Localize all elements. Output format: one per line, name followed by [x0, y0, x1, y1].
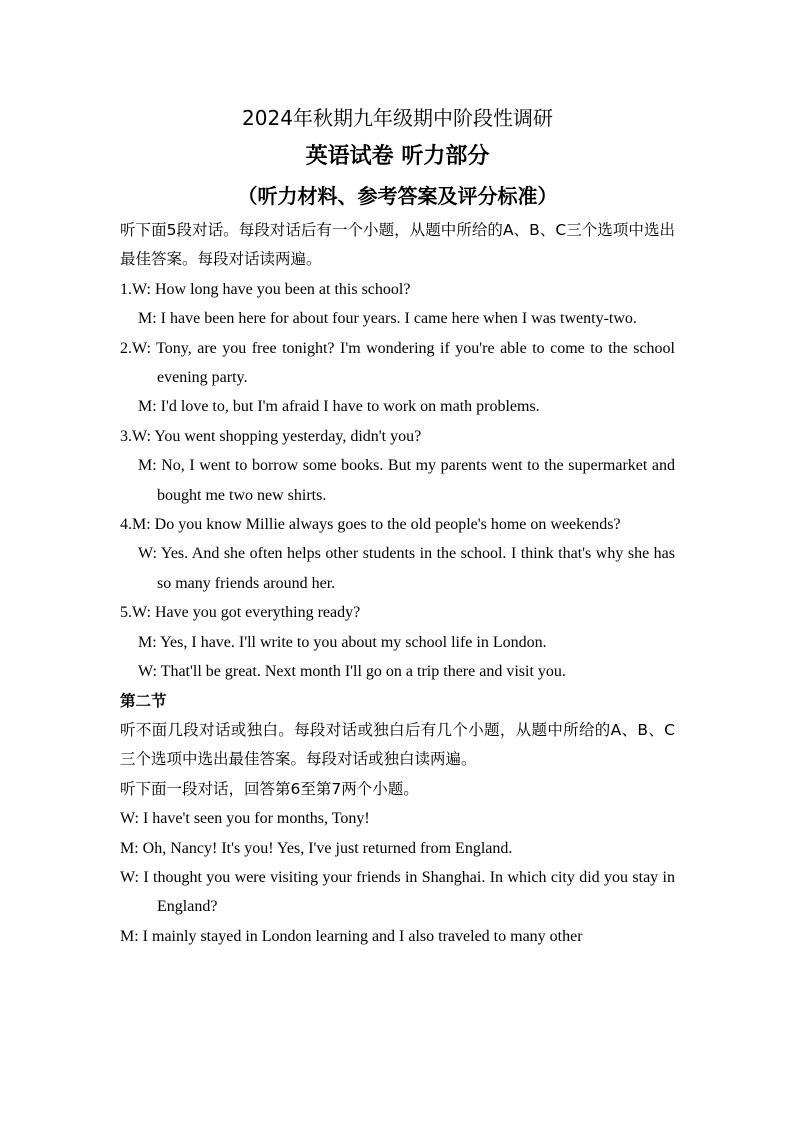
dialogue-line: 1.W: How long have you been at this school? [120, 280, 411, 298]
section2-instructions: 听不面几段对话或独白。每段对话或独白后有几个小题，从题中所给的A、B、C三个选项中选出最佳答案。每段对话或独白读两遍。 [120, 720, 675, 769]
document-content [120, 100, 675, 951]
dialogue-line: 4.M: Do you know Millie always goes to the old people's home on weekends? [120, 516, 621, 534]
dialogue-line: 3.W: You went shopping yesterday, didn't you? [120, 427, 422, 445]
dialogue-line: W: That'll be great. Next month I'll go on a trip there and visit you. [138, 663, 566, 681]
dialogue-3 [120, 422, 675, 510]
dialogue-1 [120, 275, 675, 334]
dialogue-line: 2.W: Tony, are you free tonight? I'm wondering if you're able to come to the school evening party. [120, 339, 675, 387]
dialogue-line: W: I thought you were visiting your friends in Shanghai. In which city did you stay in England? [120, 868, 675, 916]
exam-title: 2024年秋期九年级期中阶段性调研 [242, 106, 553, 130]
dialogue-2 [120, 334, 675, 422]
exam-subtitle-note: （听力材料、参考答案及评分标准） [237, 184, 558, 208]
dialogue-line: W: Yes. And she often helps other students in the school. I think that's why she has so many friends around her. [138, 545, 675, 592]
section1-instructions: 听下面5段对话。每段对话后有一个小题，从题中所给的A、B、C三个选项中选出最佳答案。每段对话读两遍。 [120, 221, 675, 269]
dialogue-line: 5.W: Have you got everything ready? [120, 604, 361, 622]
section2-heading: 第二节 [120, 691, 167, 710]
dialogue-line: M: I mainly stayed in London learning and I also traveled to many other [120, 927, 583, 945]
dialogue-5 [120, 598, 675, 686]
dialogue-line: M: Yes, I have. I'll write to you about my school life in London. [138, 633, 547, 651]
dialogue-line: M: I have been here for about four years. I came here when I was twenty-two. [138, 310, 637, 328]
dialogue-line: M: Oh, Nancy! It's you! Yes, I've just returned from England. [120, 839, 513, 857]
dialogue-4 [120, 510, 675, 598]
dialogue-line: W: I have't seen you for months, Tony! [120, 810, 370, 828]
dialogue-6 [120, 804, 675, 951]
section2-sub-instruction: 听下面一段对话，回答第6至第7两个小题。 [120, 779, 419, 798]
dialogue-line: M: I'd love to, but I'm afraid I have to work on math problems. [138, 398, 540, 416]
exam-subtitle: 英语试卷 听力部分 [305, 144, 490, 169]
dialogue-line: M: No, I went to borrow some books. But my parents went to the supermarket and bought me two new shirts. [138, 457, 675, 504]
